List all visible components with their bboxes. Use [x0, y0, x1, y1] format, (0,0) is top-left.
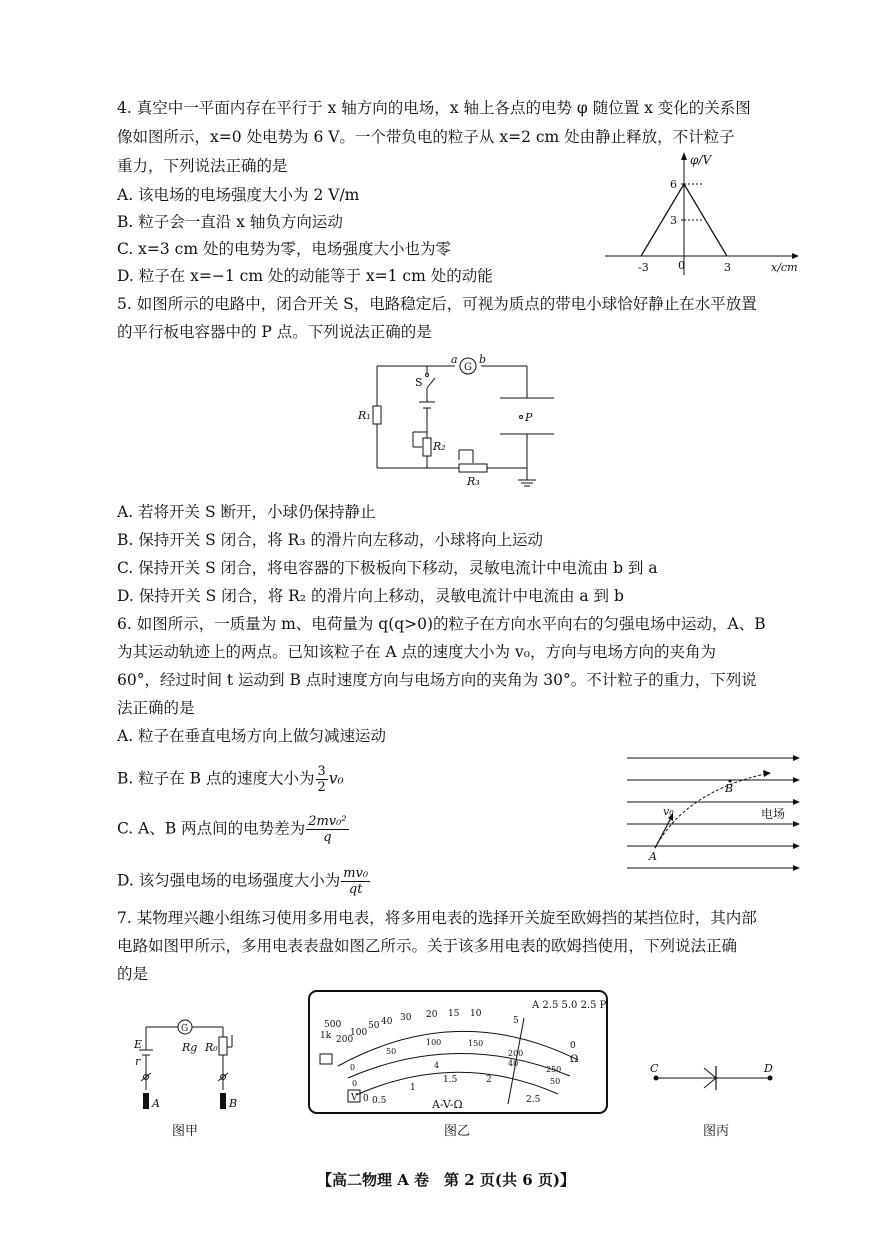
q5-option-a: A. 若将开关 S 断开，小球仍保持静止	[117, 503, 376, 521]
terminal-b: B	[229, 1097, 238, 1110]
diode-figure	[648, 1060, 778, 1100]
resistor-r3: R₃	[467, 475, 480, 488]
resistor-rg: Rg	[182, 1041, 198, 1054]
ohm-20: 20	[426, 1010, 438, 1020]
emf-e: E	[134, 1038, 143, 1051]
q6-option-c	[117, 814, 350, 845]
dc-100: 100	[426, 1038, 442, 1047]
terminal-a: A	[152, 1097, 160, 1110]
tick-x-neg3: -3	[638, 261, 649, 274]
q6-option-d-fraction	[341, 866, 370, 897]
velocity-v0: v₀	[663, 805, 674, 818]
switch-s: S	[415, 376, 423, 389]
fraction-numerator: 3	[317, 764, 326, 779]
node-b: b	[479, 353, 487, 366]
galvanometer-label: G	[181, 1024, 189, 1034]
ohm-5: 5	[513, 1016, 519, 1026]
q6-line1: 6. 如图所示，一质量为 m、电荷量为 q(q>0)的粒子在方向水平向右的匀强电场中运动，A、B	[117, 615, 766, 633]
v-2.5: 2.5	[526, 1095, 541, 1105]
ohm-15: 15	[448, 1009, 460, 1019]
q6-line3: 60°，经过时间 t 运动到 B 点时速度方向与电场方向的夹角为 30°。不计粒子的重力，下列说	[117, 671, 757, 689]
v-2: 2	[486, 1075, 492, 1085]
fraction-denominator: q	[323, 830, 332, 845]
q4-option-b: B. 粒子会一直沿 x 轴负方向运动	[117, 213, 343, 231]
tick-x-3: 3	[724, 261, 731, 274]
q7-line2: 电路如图甲所示，多用电表表盘如图乙所示。关于该多用电表的欧姆挡使用，下列说法正确	[117, 937, 738, 955]
v-1.5: 1.5	[443, 1075, 458, 1085]
potential-graph	[600, 150, 800, 280]
q6-option-b-text: B. 粒子在 B 点的速度大小为	[117, 769, 315, 788]
ohm-30: 30	[400, 1013, 412, 1023]
ohmmeter-circuit-figure	[128, 1015, 238, 1135]
dc2-50: 50	[550, 1077, 561, 1086]
fig2-caption: 图乙	[444, 1124, 471, 1139]
avo-label: A-V-Ω	[432, 1098, 463, 1111]
dc2-0: 0	[352, 1079, 358, 1088]
node-a: a	[451, 353, 458, 366]
point-p: P	[525, 411, 533, 424]
field-label: 电场	[761, 807, 786, 821]
omega-label: Ω	[570, 1054, 579, 1065]
galvanometer-label: G	[464, 362, 472, 373]
point-b: B	[725, 782, 734, 795]
dc-150: 150	[468, 1039, 484, 1048]
dc-250: 250	[546, 1065, 562, 1074]
ohm-50: 50	[368, 1021, 380, 1031]
q5-line1: 5. 如图所示的电路中，闭合开关 S，电路稳定后，可视为质点的带电小球恰好静止在水平放置	[117, 295, 757, 313]
q6-option-b	[117, 764, 344, 795]
tick-y-6: 6	[670, 178, 677, 191]
dc2-40: 40	[508, 1059, 519, 1068]
graph-xlabel: x/cm	[771, 261, 798, 274]
ohm-100: 100	[350, 1028, 368, 1038]
q6-line4: 法正确的是	[117, 699, 195, 717]
fraction-denominator: qt	[348, 882, 363, 897]
resistor-r1: R₁	[358, 409, 371, 422]
q4-option-a: A. 该电场的电场强度大小为 2 V/m	[117, 186, 360, 204]
ohm-0: 0	[570, 1041, 576, 1051]
tick-y-3: 3	[670, 214, 677, 227]
dc-0: 0	[350, 1063, 356, 1072]
q6-option-d	[117, 866, 371, 897]
internal-r: r	[135, 1055, 141, 1068]
resistor-r2: R₂	[433, 440, 446, 453]
q6-option-b-fraction	[316, 764, 328, 795]
q5-option-b: B. 保持开关 S 闭合，将 R₃ 的滑片向左移动，小球将向上运动	[117, 531, 543, 549]
q7-line1: 7. 某物理兴趣小组练习使用多用电表，将多用电表的选择开关旋至欧姆挡的某挡位时，其内部	[117, 909, 757, 927]
dc-50: 50	[386, 1047, 397, 1056]
v-0: 0	[363, 1094, 369, 1104]
v-0.5: 0.5	[372, 1096, 387, 1106]
fig1-caption: 图甲	[172, 1124, 199, 1139]
dial-header: A 2.5 5.0 2.5 P	[532, 1000, 607, 1011]
circuit-diagram	[355, 350, 555, 490]
fig3-caption: 图丙	[703, 1124, 730, 1139]
resistor-r0: R₀	[205, 1041, 218, 1054]
terminal-c: C	[650, 1062, 659, 1075]
ohm-10: 10	[470, 1009, 482, 1019]
q7-line3: 的是	[117, 965, 149, 983]
q6-option-d-text: D. 该匀强电场的电场强度大小为	[117, 871, 341, 890]
q6-option-c-text: C. A、B 两点间的电势差为	[117, 819, 306, 838]
v2-4: 4	[434, 1061, 440, 1070]
terminal-d: D	[764, 1062, 773, 1075]
q4-line2: 像如图所示，x=0 处电势为 6 V。一个带负电的粒子从 x=2 cm 处由静止释放，不计粒子	[117, 128, 735, 146]
ohm-1k: 1k	[320, 1031, 332, 1041]
v-1: 1	[410, 1083, 416, 1093]
q6-option-a: A. 粒子在垂直电场方向上做匀减速运动	[117, 727, 387, 745]
graph-origin: 0	[678, 259, 685, 272]
dc-200: 200	[508, 1049, 524, 1058]
fraction-denominator: 2	[317, 780, 326, 795]
q4-line3: 重力，下列说法正确的是	[117, 157, 288, 175]
point-a: A	[649, 850, 657, 863]
q5-option-c: C. 保持开关 S 闭合，将电容器的下极板向下移动，灵敏电流计中电流由 b 到 a	[117, 559, 658, 577]
fraction-numerator: mv₀	[343, 866, 369, 881]
ohm-200: 200	[336, 1035, 354, 1045]
fraction-numerator: 2mv₀²	[308, 814, 347, 829]
page-footer: 【高二物理 A 卷 第 2 页(共 6 页)】	[316, 1171, 576, 1189]
q5-line2: 的平行板电容器中的 P 点。下列说法正确的是	[117, 323, 432, 341]
q4-option-c: C. x=3 cm 处的电势为零，电场强度大小也为零	[117, 240, 451, 258]
graph-ylabel: φ/V	[690, 153, 712, 167]
q6-option-c-fraction	[306, 814, 348, 845]
ohm-500: 500	[324, 1020, 342, 1030]
q5-option-d: D. 保持开关 S 闭合，将 R₂ 的滑片向上移动，灵敏电流计中电流由 a 到 b	[117, 587, 624, 605]
q4-option-d: D. 粒子在 x=−1 cm 处的动能等于 x=1 cm 处的动能	[117, 267, 493, 285]
v-label: V	[351, 1093, 358, 1103]
multimeter-dial-figure	[308, 990, 608, 1115]
electric-field-diagram	[625, 752, 805, 877]
ohm-40: 40	[381, 1017, 393, 1027]
q6-line2: 为其运动轨迹上的两点。已知该粒子在 A 点的速度大小为 v₀，方向与电场方向的夹角为	[117, 643, 716, 661]
q4-line1: 4. 真空中一平面内存在平行于 x 轴方向的电场，x 轴上各点的电势 φ 随位置 x 变化的关系图	[117, 99, 751, 117]
q6-option-b-suffix: v₀	[328, 769, 344, 788]
